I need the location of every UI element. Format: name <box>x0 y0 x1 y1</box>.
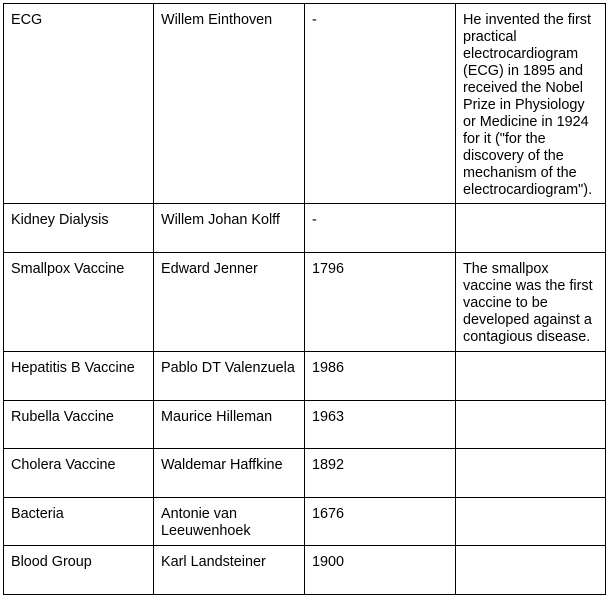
notes-cell <box>456 401 606 449</box>
invention-cell: ECG <box>4 4 154 204</box>
table-row <box>4 4 606 204</box>
year-cell: 1892 <box>305 449 456 498</box>
invention-cell: Blood Group <box>4 546 154 595</box>
table-row <box>4 498 606 546</box>
table-row <box>4 401 606 449</box>
inventor-cell: Maurice Hilleman <box>154 401 305 449</box>
year-cell: 1796 <box>305 253 456 352</box>
inventor-cell: Karl Landsteiner <box>154 546 305 595</box>
table-row <box>4 204 606 253</box>
inventor-cell: Antonie van Leeuwenhoek <box>154 498 305 546</box>
notes-cell <box>456 546 606 595</box>
inventor-cell: Pablo DT Valenzuela <box>154 352 305 401</box>
table-row <box>4 352 606 401</box>
notes-cell <box>456 449 606 498</box>
notes-cell <box>456 204 606 253</box>
notes-cell: He invented the first practical electrocardiogram (ECG) in 1895 and received the Nobel Prize in Physiology or Medicine in 1924 for it ("for the discovery of the mechanism of the electrocardiogram"). <box>456 4 606 204</box>
notes-cell <box>456 352 606 401</box>
table-row <box>4 546 606 595</box>
year-cell: 1900 <box>305 546 456 595</box>
inventor-cell: Waldemar Haffkine <box>154 449 305 498</box>
invention-cell: Hepatitis B Vaccine <box>4 352 154 401</box>
invention-cell: Cholera Vaccine <box>4 449 154 498</box>
table-row <box>4 449 606 498</box>
year-cell: - <box>305 4 456 204</box>
notes-cell: The smallpox vaccine was the first vaccine to be developed against a contagious disease. <box>456 253 606 352</box>
inventions-table <box>3 3 606 595</box>
invention-cell: Smallpox Vaccine <box>4 253 154 352</box>
invention-cell: Rubella Vaccine <box>4 401 154 449</box>
invention-cell: Bacteria <box>4 498 154 546</box>
notes-cell <box>456 498 606 546</box>
year-cell: - <box>305 204 456 253</box>
inventor-cell: Willem Johan Kolff <box>154 204 305 253</box>
year-cell: 1676 <box>305 498 456 546</box>
table-row <box>4 253 606 352</box>
inventor-cell: Willem Einthoven <box>154 4 305 204</box>
year-cell: 1963 <box>305 401 456 449</box>
invention-cell: Kidney Dialysis <box>4 204 154 253</box>
year-cell: 1986 <box>305 352 456 401</box>
inventor-cell: Edward Jenner <box>154 253 305 352</box>
